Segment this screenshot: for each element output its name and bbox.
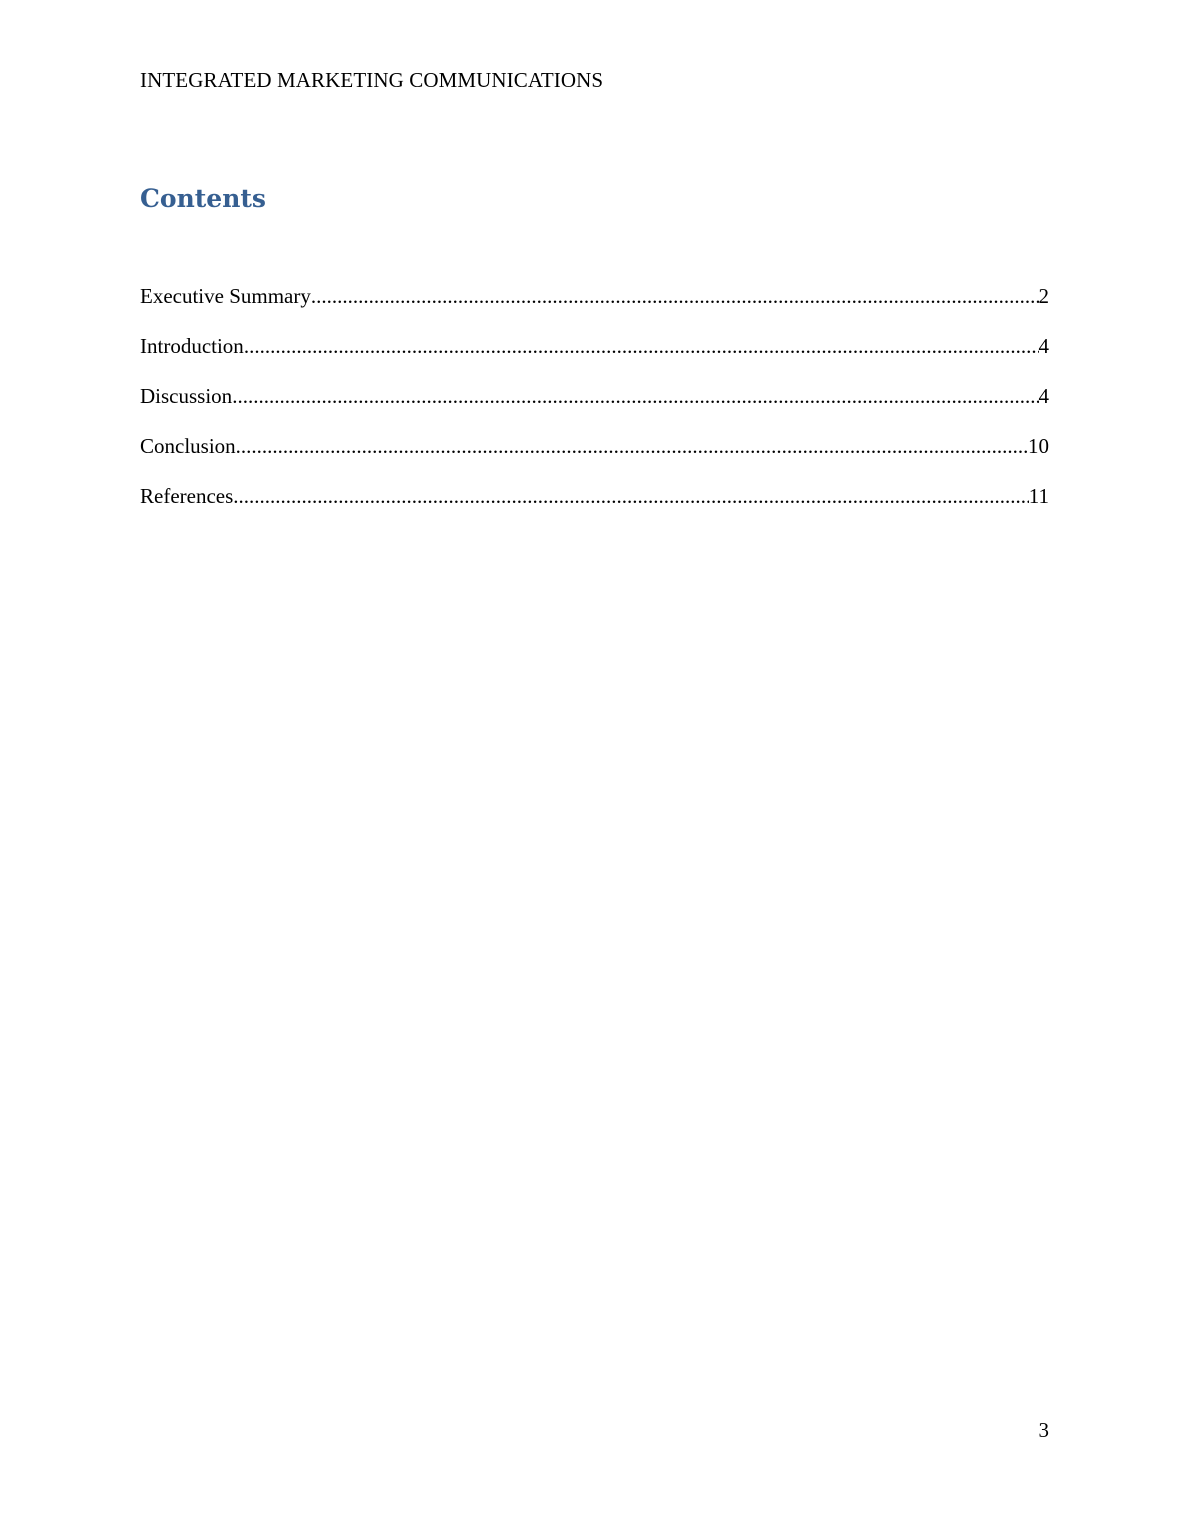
toc-entry-title: Introduction xyxy=(140,334,244,358)
toc-entry-title: Conclusion xyxy=(140,434,236,458)
toc-entry-title: Discussion xyxy=(140,384,233,408)
toc-dot-leader xyxy=(311,281,1039,311)
toc-entry-discussion[interactable] xyxy=(140,381,1049,431)
toc-entry-conclusion[interactable] xyxy=(140,431,1049,481)
toc-entry-page: 4 xyxy=(1038,384,1049,408)
toc-entry-page: 2 xyxy=(1038,284,1049,308)
toc-entry-title: Executive Summary xyxy=(140,284,311,308)
toc-entry-page: 10 xyxy=(1028,434,1049,458)
toc-dot-leader xyxy=(233,481,1028,511)
toc-entry-introduction[interactable] xyxy=(140,331,1049,381)
toc-dot-leader xyxy=(232,381,1038,411)
toc-dot-leader xyxy=(244,331,1039,361)
running-head: INTEGRATED MARKETING COMMUNICATIONS xyxy=(140,68,604,92)
toc-entry-references[interactable] xyxy=(140,481,1049,531)
toc-entry-executive-summary[interactable] xyxy=(140,281,1049,331)
toc-entry-page: 4 xyxy=(1038,334,1049,358)
page-number: 3 xyxy=(1038,1418,1049,1442)
table-of-contents xyxy=(140,281,1049,531)
toc-dot-leader xyxy=(236,431,1028,461)
toc-entry-title: References xyxy=(140,484,234,508)
toc-entry-page: 11 xyxy=(1028,484,1049,508)
toc-heading: Contents xyxy=(140,184,267,213)
